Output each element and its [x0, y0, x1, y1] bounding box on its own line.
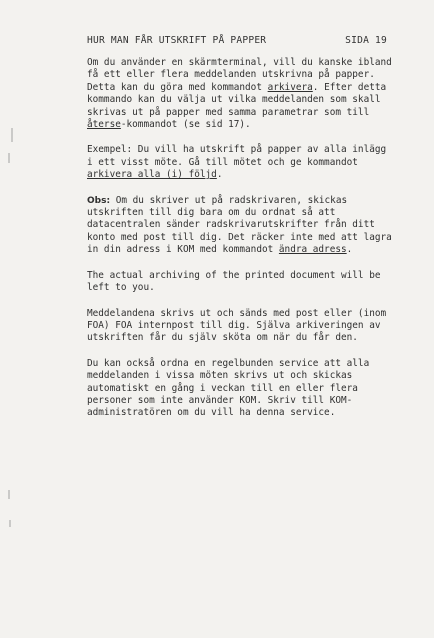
paragraph-obs: [87, 195, 395, 257]
command-arkivera-alla: arkivera alla (i) följd: [87, 169, 217, 181]
paragraph-service: Du kan också ordna en regelbunden service att alla meddelanden i vissa möten skrivs ut och skickas automatiskt en gång i veckan till en eller flera personer som inte använder KOM. Skriv till KOM-administratören om du vill ha denna service.: [87, 357, 370, 419]
margin-mark: [8, 490, 10, 499]
command-aterse: återse: [87, 119, 121, 131]
obs-label: Obs:: [87, 195, 111, 206]
paragraph-example: [87, 144, 395, 181]
command-arkivera: arkivera: [267, 81, 313, 93]
margin-mark: [8, 153, 10, 163]
paragraph-text: -kommandot (se sid 17).: [120, 119, 251, 131]
margin-mark: [9, 520, 11, 527]
paragraph-arkivera: [87, 57, 395, 131]
page-title: HUR MAN FÅR UTSKRIFT PÅ PAPPER: [87, 35, 267, 46]
paragraph-text: .: [346, 244, 353, 256]
margin-mark: [11, 128, 13, 142]
paragraph-english-note: The actual archiving of the printed document will be left to you.: [87, 269, 381, 294]
paragraph-text: Om du använder en skärmterminal, vill du kanske ibland få ett eller flera meddelanden utskrivna på papper. Detta kan du göra med kommandot: [87, 57, 392, 93]
paragraph-text: . Efter detta kommando kan du välja ut vilka meddelanden som skall skrivas ut på papper med samma parametrar som till: [87, 81, 387, 118]
paragraph-text: .: [216, 169, 223, 181]
page-body: [87, 57, 395, 433]
paragraph-text: Exempel: Du vill ha utskrift på papper av alla inlägg i ett visst möte. Gå till mötet och ge kommandot: [87, 144, 387, 168]
command-andra-adress: ändra adress: [278, 244, 347, 256]
paragraph-post: Meddelandena skrivs ut och sänds med post eller (inom FOA) FOA internpost till dig. Själva arkiveringen av utskriften får du själv sköta om när du får den.: [87, 307, 387, 344]
paragraph-text: Om du skriver ut på radskrivaren, skickas utskriften till dig bara om du ordnat så att datacentralen sänder radskrivarutskrifter från ditt konto med post till dig. Det räcker inte med att lagra in din adress i KOM med kommandot: [87, 194, 392, 256]
page-number: SIDA 19: [345, 35, 387, 46]
